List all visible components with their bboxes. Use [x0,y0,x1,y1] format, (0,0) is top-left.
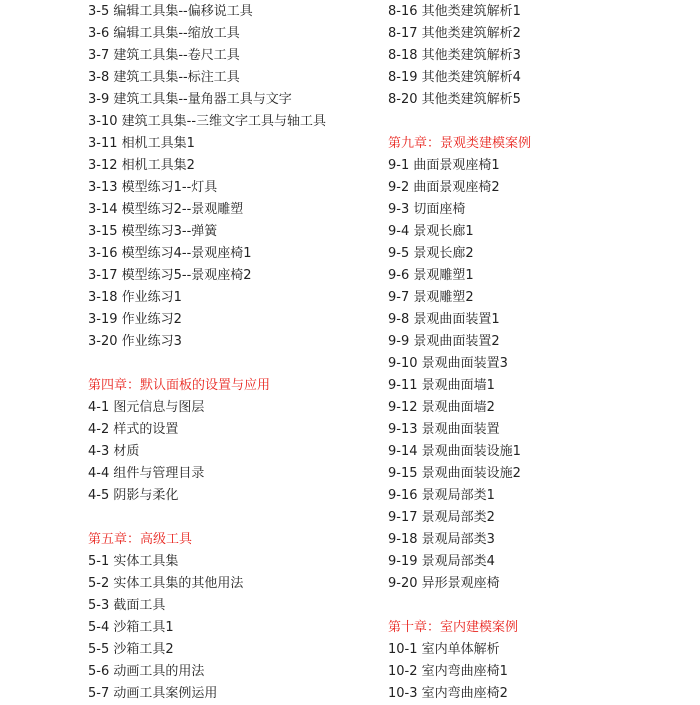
lesson-item: 9-18 景观局部类3 [388,532,495,547]
lesson-item: 10-2 室内弯曲座椅1 [388,664,508,679]
lesson-item: 4-5 阴影与柔化 [88,488,179,503]
lesson-item: 9-4 景观长廊1 [388,224,474,239]
chapter-heading: 第五章：高级工具 [88,532,193,547]
lesson-item: 5-3 截面工具 [88,598,166,613]
lesson-item: 9-2 曲面景观座椅2 [388,180,500,195]
lesson-item: 9-16 景观局部类1 [388,488,495,503]
lesson-item: 4-3 材质 [88,444,140,459]
lesson-item: 3-19 作业练习2 [88,312,182,327]
lesson-item: 9-19 景观局部类4 [388,554,495,569]
lesson-item: 9-6 景观雕塑1 [388,268,474,283]
lesson-item: 3-6 编辑工具集--缩放工具 [88,26,240,41]
lesson-item: 9-13 景观曲面装置 [388,422,500,437]
lesson-item: 10-3 室内弯曲座椅2 [388,686,508,701]
lesson-item: 5-7 动画工具案例运用 [88,686,218,701]
lesson-item: 8-20 其他类建筑解析5 [388,92,521,107]
lesson-item: 9-5 景观长廊2 [388,246,474,261]
lesson-item: 3-20 作业练习3 [88,334,182,349]
lesson-item: 3-14 模型练习2--景观雕塑 [88,202,244,217]
lesson-item: 3-13 模型练习1--灯具 [88,180,218,195]
lesson-item: 5-6 动画工具的用法 [88,664,205,679]
section-spacer [88,507,378,529]
lesson-item: 3-10 建筑工具集--三维文字工具与轴工具 [88,114,327,129]
lesson-item: 4-4 组件与管理目录 [88,466,205,481]
lesson-item: 9-20 异形景观座椅 [388,576,500,591]
lesson-item: 5-1 实体工具集 [88,554,179,569]
lesson-item: 9-1 曲面景观座椅1 [388,158,500,173]
lesson-item: 9-14 景观曲面装设施1 [388,444,521,459]
lesson-item: 8-17 其他类建筑解析2 [388,26,521,41]
lesson-item: 9-3 切面座椅 [388,202,466,217]
lesson-item: 5-5 沙箱工具2 [88,642,174,657]
lesson-item: 3-9 建筑工具集--量角器工具与文字 [88,92,292,107]
lesson-item: 4-1 图元信息与图层 [88,400,205,415]
left-column [88,1,378,705]
right-column [388,1,688,705]
lesson-item: 5-2 实体工具集的其他用法 [88,576,244,591]
lesson-item: 3-18 作业练习1 [88,290,182,305]
section-spacer [388,111,688,133]
lesson-item: 3-7 建筑工具集--卷尺工具 [88,48,240,63]
lesson-item: 9-8 景观曲面装置1 [388,312,500,327]
lesson-item: 9-15 景观曲面装设施2 [388,466,521,481]
lesson-item: 9-11 景观曲面墙1 [388,378,495,393]
lesson-item: 3-16 模型练习4--景观座椅1 [88,246,252,261]
section-spacer [388,595,688,617]
lesson-item: 3-15 模型练习3--弹簧 [88,224,218,239]
lesson-item: 10-1 室内单体解析 [388,642,500,657]
lesson-item: 3-8 建筑工具集--标注工具 [88,70,240,85]
chapter-heading: 第四章：默认面板的设置与应用 [88,378,271,393]
lesson-item: 9-12 景观曲面墙2 [388,400,495,415]
lesson-item: 3-11 相机工具集1 [88,136,195,151]
section-spacer [88,353,378,375]
lesson-item: 9-10 景观曲面装置3 [388,356,508,371]
lesson-item: 3-12 相机工具集2 [88,158,195,173]
lesson-item: 8-19 其他类建筑解析4 [388,70,521,85]
lesson-item: 5-4 沙箱工具1 [88,620,174,635]
lesson-item: 4-2 样式的设置 [88,422,179,437]
lesson-item: 9-9 景观曲面装置2 [388,334,500,349]
lesson-item: 9-7 景观雕塑2 [388,290,474,305]
lesson-item: 9-17 景观局部类2 [388,510,495,525]
lesson-item: 3-5 编辑工具集--偏移说工具 [88,4,253,19]
lesson-item: 8-18 其他类建筑解析3 [388,48,521,63]
lesson-item: 8-16 其他类建筑解析1 [388,4,521,19]
chapter-heading: 第十章：室内建模案例 [388,620,519,635]
lesson-item: 3-17 模型练习5--景观座椅2 [88,268,252,283]
chapter-heading: 第九章：景观类建模案例 [388,136,532,151]
